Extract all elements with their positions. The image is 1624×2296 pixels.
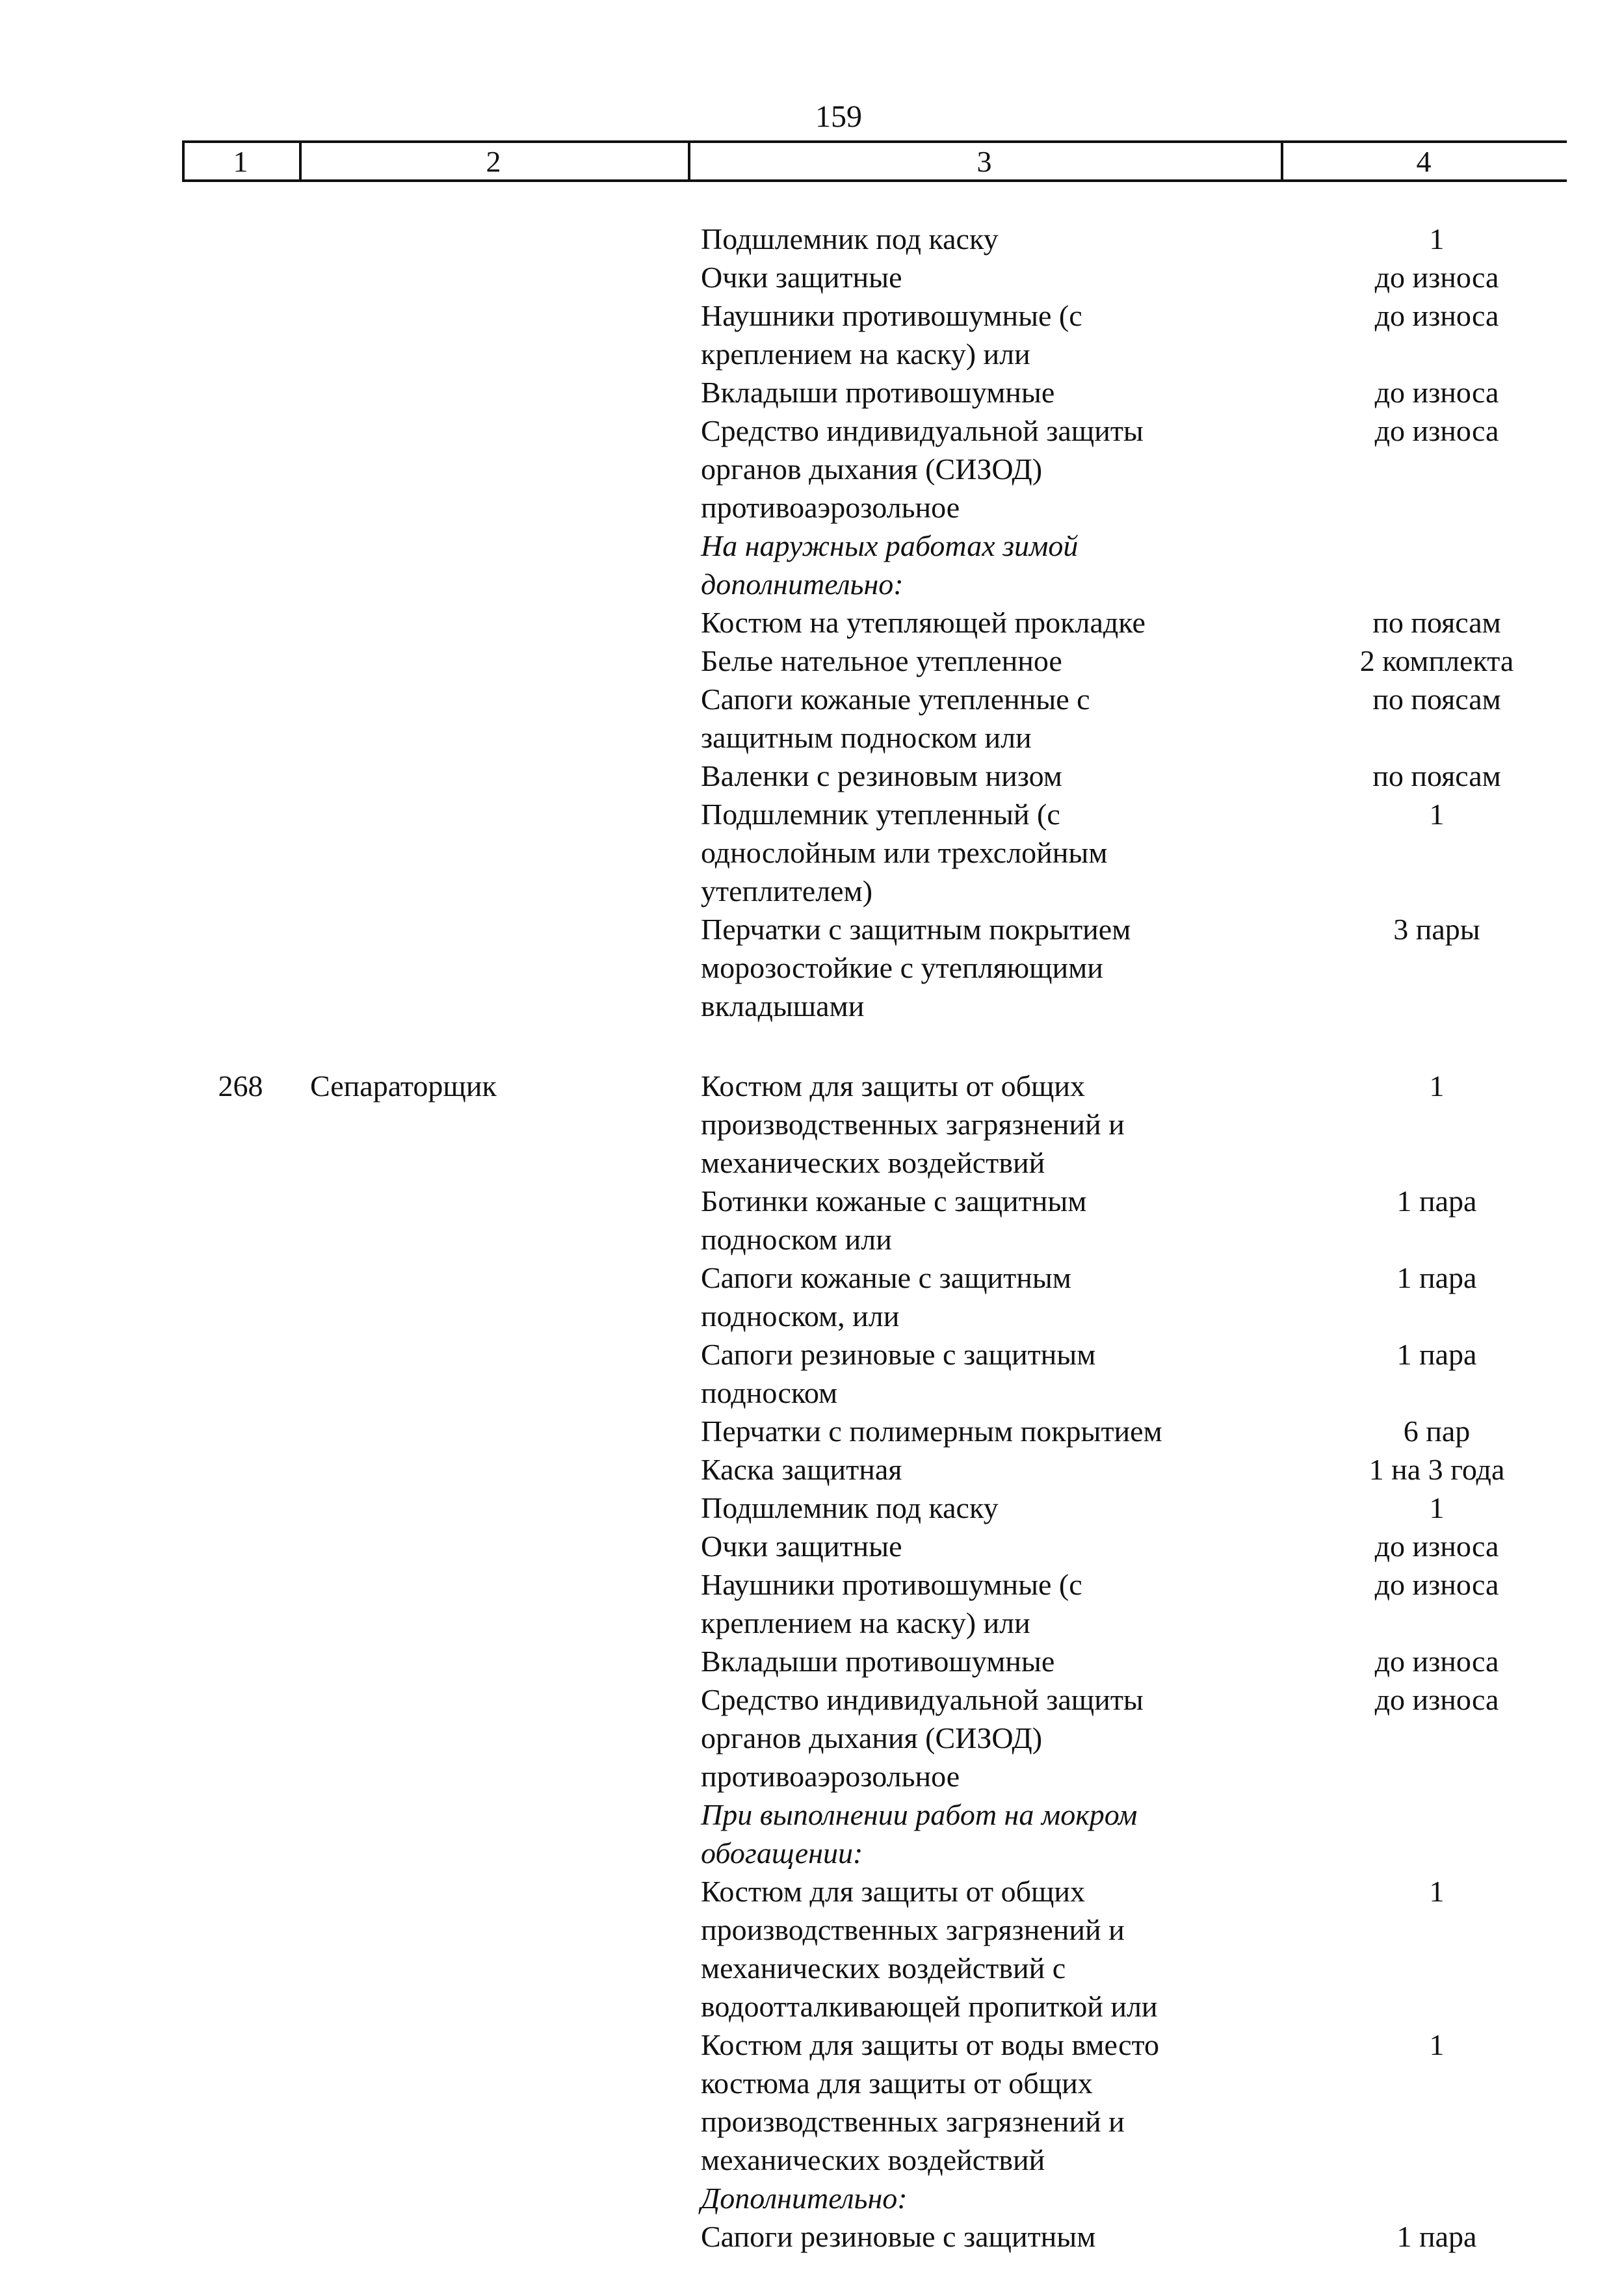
item-quantity: 1 на 3 года <box>1369 1453 1505 1486</box>
item-quantity: 1 <box>1429 1875 1445 1908</box>
item-name: органов дыхания (СИЗОД) <box>701 452 1043 486</box>
item-name: Перчатки с защитным покрытием <box>701 913 1131 946</box>
item-name: подноском или <box>701 1223 892 1256</box>
item-quantity: 2 комплекта <box>1359 644 1514 677</box>
item-name: производственных загрязнений и <box>701 1913 1125 1946</box>
section-note: При выполнении работ на мокром <box>701 1798 1138 1831</box>
item-name: Сапоги резиновые с защитным <box>701 2220 1096 2253</box>
item-name: Ботинки кожаные с защитным <box>701 1184 1087 1218</box>
item-name: Очки защитные <box>701 1530 902 1563</box>
item-name: Наушники противошумные (с <box>701 299 1082 332</box>
item-name: Костюм для защиты от воды вместо <box>701 2028 1159 2061</box>
item-name: Очки защитные <box>701 261 902 294</box>
entry-number: 268 <box>218 1069 263 1102</box>
item-name: Средство индивидуальной защиты <box>701 414 1144 447</box>
page-number: 159 <box>815 99 862 134</box>
item-name: механических воздействий <box>701 2143 1045 2176</box>
item-quantity: 1 пара <box>1396 1261 1477 1294</box>
item-quantity: до износа <box>1374 1683 1499 1716</box>
item-name: Костюм для защиты от общих <box>701 1875 1086 1908</box>
item-quantity: 1 пара <box>1396 2220 1477 2253</box>
item-name: однослойным или трехслойным <box>701 836 1108 869</box>
item-name: креплением на каску) или <box>701 337 1030 371</box>
section-note: дополнительно: <box>701 567 904 601</box>
section-note: Дополнительно: <box>701 2182 908 2215</box>
item-name: Вкладыши противошумные <box>701 376 1055 409</box>
item-name: противоаэрозольное <box>701 491 960 524</box>
item-name: Подшлемник под каску <box>701 222 999 255</box>
column-header-row <box>182 140 1567 182</box>
item-name: вкладышами <box>701 989 865 1023</box>
item-name: Сапоги резиновые с защитным <box>701 1338 1096 1371</box>
item-name: подноском <box>701 1376 838 1409</box>
item-name: Сапоги кожаные утепленные с <box>701 683 1090 716</box>
item-quantity: 1 пара <box>1396 1184 1477 1218</box>
item-name: механических воздействий <box>701 1146 1045 1179</box>
item-name: Наушники противошумные (с <box>701 1568 1082 1601</box>
item-quantity: до износа <box>1374 1568 1499 1601</box>
item-quantity: 1 <box>1429 222 1445 255</box>
item-quantity: до износа <box>1374 414 1499 447</box>
item-quantity: 1 <box>1429 1491 1445 1524</box>
item-name: производственных загрязнений и <box>701 2105 1125 2138</box>
item-name: Валенки с резиновым низом <box>701 759 1062 792</box>
item-name: Перчатки с полимерным покрытием <box>701 1415 1162 1448</box>
item-name: Средство индивидуальной защиты <box>701 1683 1144 1716</box>
item-quantity: по поясам <box>1372 683 1501 716</box>
profession-name: Сепараторщик <box>310 1069 497 1102</box>
item-name: противоаэрозольное <box>701 1760 960 1793</box>
item-name: производственных загрязнений и <box>701 1108 1125 1141</box>
item-name: защитным подноском или <box>701 721 1032 754</box>
item-name: механических воздействий с <box>701 1951 1066 1985</box>
item-name: органов дыхания (СИЗОД) <box>701 1721 1043 1755</box>
item-name: Сапоги кожаные с защитным <box>701 1261 1071 1294</box>
item-name: Костюм для защиты от общих <box>701 1069 1086 1102</box>
item-name: водоотталкивающей пропиткой или <box>701 1990 1158 2023</box>
column-header-4: 4 <box>1416 144 1432 178</box>
section-note: На наружных работах зимой <box>701 529 1079 562</box>
item-quantity: 1 <box>1429 798 1445 831</box>
item-name: Вкладыши противошумные <box>701 1645 1055 1678</box>
item-quantity: 6 пар <box>1403 1415 1471 1448</box>
section-note: обогащении: <box>701 1836 863 1870</box>
item-name: утеплителем) <box>701 874 873 907</box>
item-name: Каска защитная <box>701 1453 902 1486</box>
item-quantity: 1 пара <box>1396 1338 1477 1371</box>
item-name: креплением на каску) или <box>701 1606 1030 1639</box>
item-name: Костюм на утепляющей прокладке <box>701 606 1146 639</box>
item-quantity: 1 <box>1429 2028 1445 2061</box>
item-name: морозостойкие с утепляющими <box>701 951 1103 984</box>
item-quantity: до износа <box>1374 1530 1499 1563</box>
item-name: Подшлемник под каску <box>701 1491 999 1524</box>
item-quantity: до износа <box>1374 261 1499 294</box>
item-name: подноском, или <box>701 1299 900 1333</box>
item-quantity: до износа <box>1374 299 1499 332</box>
column-header-2: 2 <box>486 144 501 178</box>
item-quantity: 1 <box>1429 1069 1445 1102</box>
column-header-1: 1 <box>233 144 248 178</box>
column-header-3: 3 <box>976 144 992 178</box>
item-quantity: по поясам <box>1372 606 1501 639</box>
item-quantity: до износа <box>1374 1645 1499 1678</box>
item-quantity: по поясам <box>1372 759 1501 792</box>
item-name: Подшлемник утепленный (с <box>701 798 1060 831</box>
item-name: костюма для защиты от общих <box>701 2067 1093 2100</box>
item-name: Белье нательное утепленное <box>701 644 1062 677</box>
item-quantity: 3 пары <box>1393 913 1480 946</box>
item-quantity: до износа <box>1374 376 1499 409</box>
